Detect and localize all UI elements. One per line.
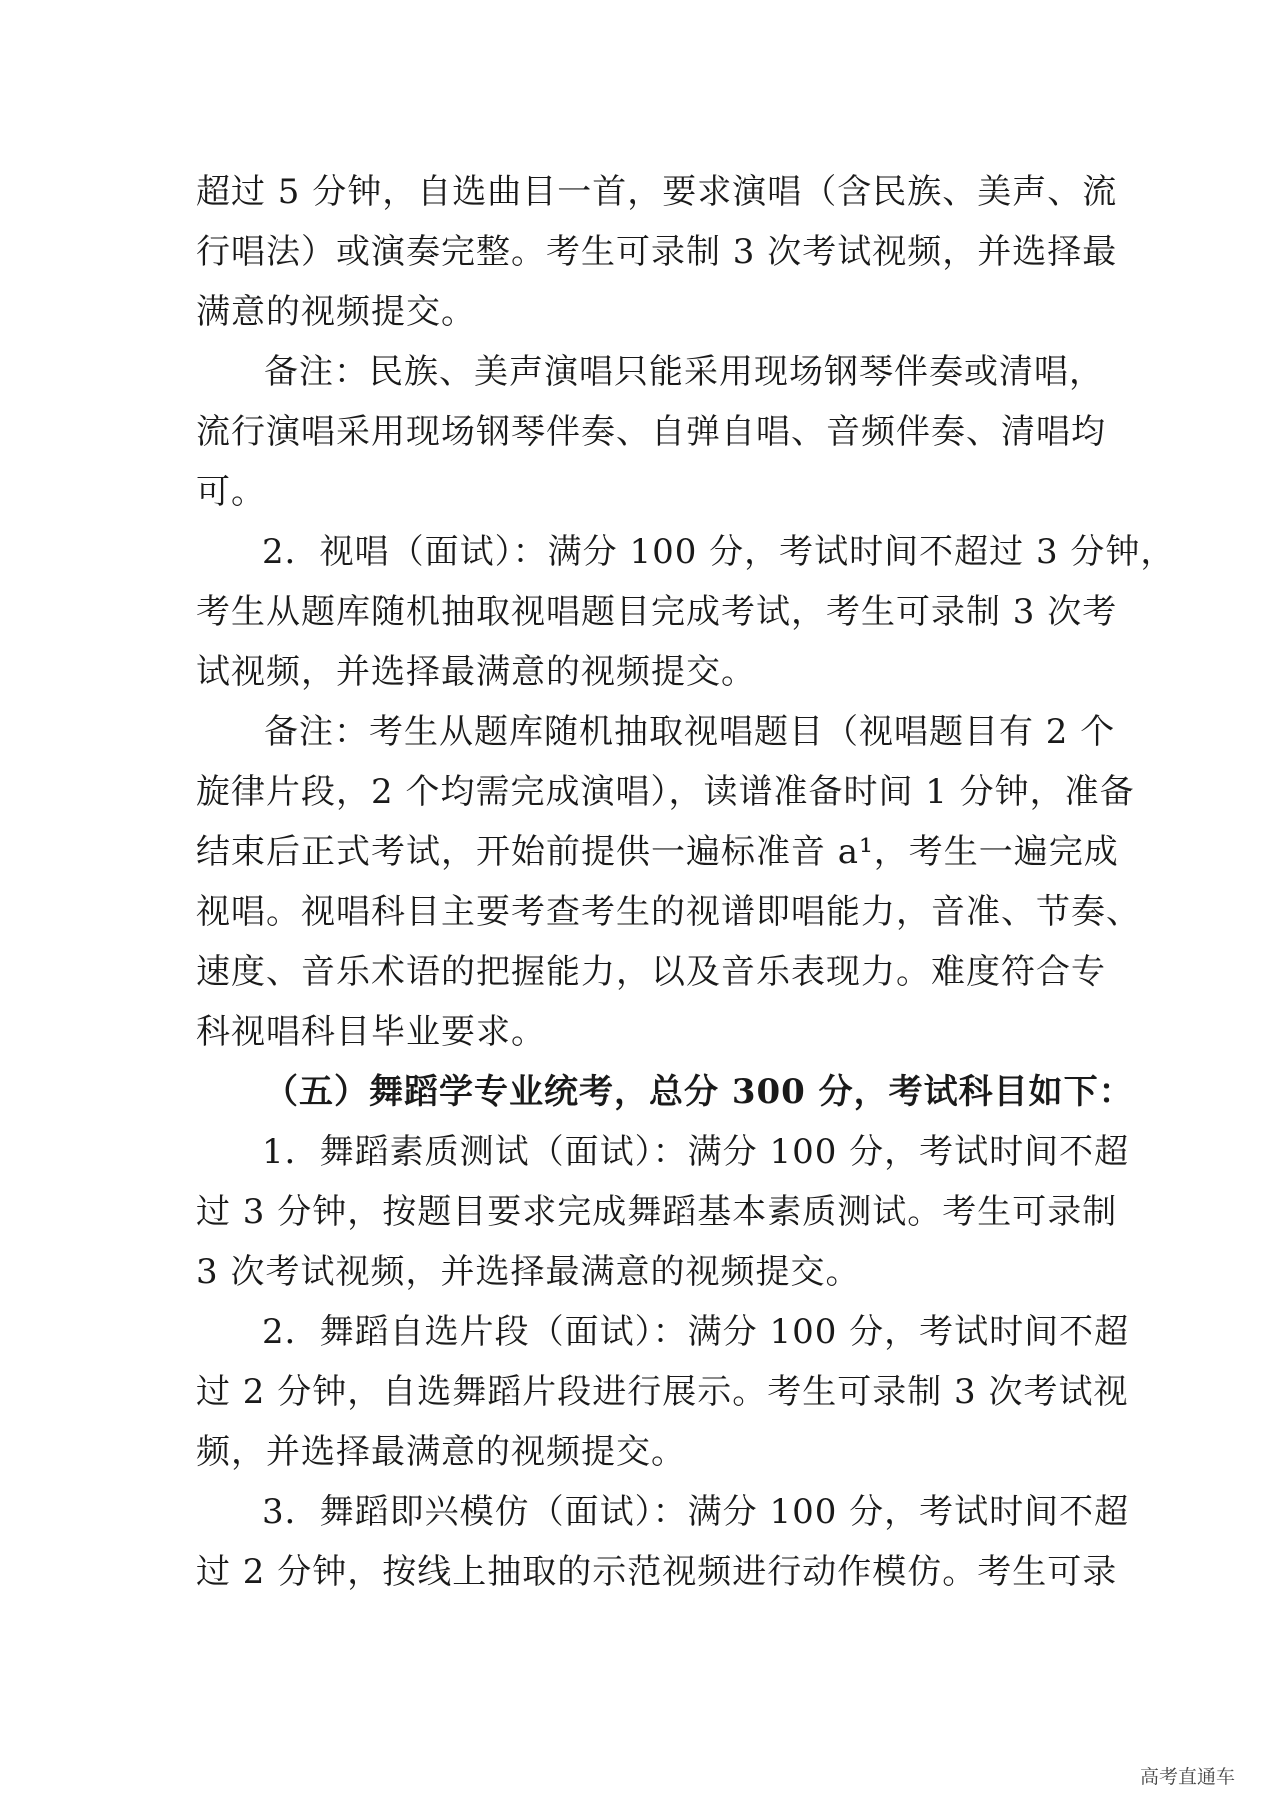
note-text-line: 速度、音乐术语的把握能力，以及音乐表现力。难度符合专 — [196, 952, 1106, 992]
section-heading: （五）舞蹈学专业统考，总分 300 分，考试科目如下： — [264, 1072, 1134, 1112]
item-text-line: 2．视唱（面试）：满分 100 分，考试时间不超过 3 分钟， — [262, 532, 1176, 572]
note-text-line: 备注：民族、美声演唱只能采用现场钢琴伴奏或清唱， — [264, 352, 1104, 392]
item-text-line: 过 2 分钟，自选舞蹈片段进行展示。考生可录制 3 次考试视 — [196, 1372, 1129, 1412]
body-text-line: 满意的视频提交。 — [196, 292, 476, 332]
item-text-line: 2．舞蹈自选片段（面试）：满分 100 分，考试时间不超 — [262, 1312, 1130, 1352]
note-text-line: 科视唱科目毕业要求。 — [196, 1012, 546, 1052]
item-text-line: 过 3 分钟，按题目要求完成舞蹈基本素质测试。考生可录制 — [196, 1192, 1118, 1232]
item-text-line: 3．舞蹈即兴模仿（面试）：满分 100 分，考试时间不超 — [262, 1492, 1130, 1532]
item-text-line: 3 次考试视频，并选择最满意的视频提交。 — [196, 1252, 861, 1292]
item-text-line: 试视频，并选择最满意的视频提交。 — [196, 652, 756, 692]
item-text-line: 1．舞蹈素质测试（面试）：满分 100 分，考试时间不超 — [262, 1132, 1130, 1172]
item-text-line: 考生从题库随机抽取视唱题目完成考试，考生可录制 3 次考 — [196, 592, 1118, 632]
note-text-line: 旋律片段，2 个均需完成演唱），读谱准备时间 1 分钟，准备 — [196, 772, 1135, 812]
note-text-line: 备注：考生从题库随机抽取视唱题目（视唱题目有 2 个 — [264, 712, 1116, 752]
body-text-line: 行唱法）或演奏完整。考生可录制 3 次考试视频，并选择最 — [196, 232, 1118, 272]
note-text-line: 流行演唱采用现场钢琴伴奏、自弹自唱、音频伴奏、清唱均 — [196, 412, 1106, 452]
note-text-line: 视唱。视唱科目主要考查考生的视谱即唱能力，音准、节奏、 — [196, 892, 1141, 932]
note-text-line: 结束后正式考试，开始前提供一遍标准音 a¹，考生一遍完成 — [196, 832, 1119, 872]
note-text-line: 可。 — [196, 472, 266, 512]
watermark-text: 高考直通车 — [1140, 1766, 1236, 1788]
body-text-line: 超过 5 分钟，自选曲目一首，要求演唱（含民族、美声、流 — [196, 172, 1118, 212]
item-text-line: 过 2 分钟，按线上抽取的示范视频进行动作模仿。考生可录 — [196, 1552, 1118, 1592]
item-text-line: 频，并选择最满意的视频提交。 — [196, 1432, 686, 1472]
